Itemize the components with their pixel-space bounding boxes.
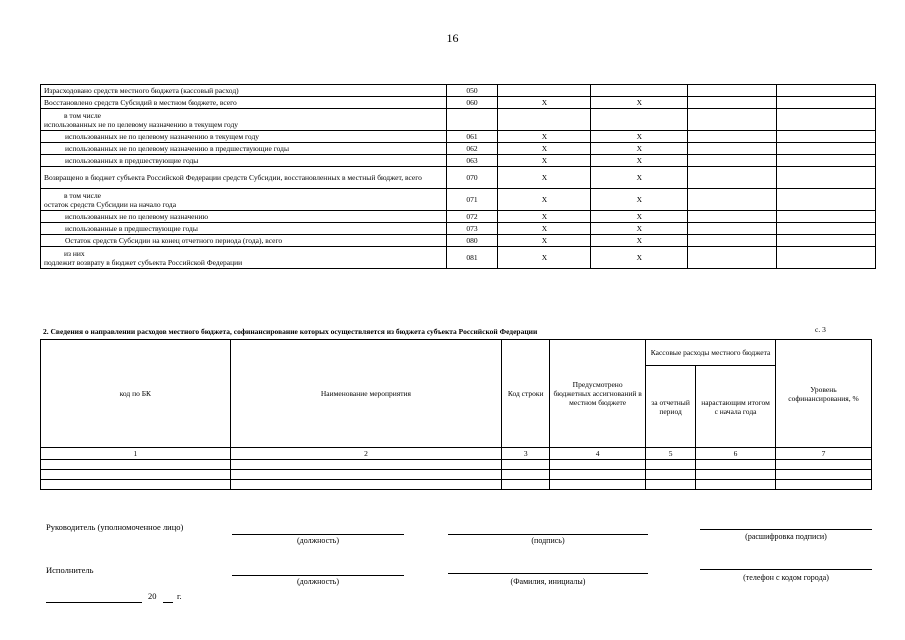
cell-empty: [777, 85, 876, 97]
row-label-text: Возвращено в бюджет субъекта Российской Федерации средств Субсидии, восстановленных в местный бюджет, всего: [44, 173, 422, 182]
date-year-suffix: г.: [177, 591, 182, 601]
cell-c2: X: [591, 97, 688, 109]
cell-empty: [688, 143, 777, 155]
caption-decoding: (расшифровка подписи): [745, 532, 827, 541]
caption-position-1: (должность): [297, 536, 339, 545]
cell-code: 073: [446, 223, 498, 235]
row-label-text: использованных в предшествующие годы: [65, 156, 199, 165]
table-row: [41, 131, 876, 143]
cell-c1: X: [498, 189, 591, 211]
table-row: [41, 97, 876, 109]
cell-code: 081: [446, 247, 498, 269]
header-planned: Предусмотрено бюджетных ассигнований в местном бюджете: [550, 340, 646, 448]
row-label: [41, 167, 447, 189]
subsidy-table: [40, 84, 876, 269]
cell-code: 060: [446, 97, 498, 109]
row-label: [41, 211, 447, 223]
row-label-text: остаток средств Субсидии на начало года: [44, 199, 177, 209]
cell-empty: [777, 109, 876, 131]
head-label: Руководитель (уполномоченное лицо): [46, 522, 184, 532]
column-number: 3: [502, 448, 550, 460]
row-label-text: использованные в предшествующие годы: [65, 224, 198, 233]
cell-c2: X: [591, 189, 688, 211]
table-row: [41, 109, 876, 131]
cell-code: [446, 109, 498, 131]
row-label-text: подлежит возврату в бюджет субъекта Российской Федерации: [44, 257, 243, 267]
cell-c1: X: [498, 155, 591, 167]
cell-c1: X: [498, 143, 591, 155]
header-name: Наименование мероприятия: [230, 340, 502, 448]
table-row: [41, 143, 876, 155]
column-number: 7: [776, 448, 872, 460]
cell-c2: X: [591, 155, 688, 167]
cell-code: 072: [446, 211, 498, 223]
row-label-text: Восстановлено средств Субсидий в местном бюджете, всего: [44, 98, 237, 107]
cell-empty: [777, 211, 876, 223]
cell-c1: X: [498, 97, 591, 109]
cell-c2: X: [591, 211, 688, 223]
cell-empty: [777, 143, 876, 155]
cell-empty: [777, 247, 876, 269]
table-row: [41, 247, 876, 269]
cell-code: 062: [446, 143, 498, 155]
row-label-text: Остаток средств Субсидии на конец отчетного периода (года), всего: [65, 236, 283, 245]
cell-empty: [777, 155, 876, 167]
cell-empty: [777, 97, 876, 109]
row-label: [41, 247, 447, 269]
cell-empty: [688, 131, 777, 143]
table-row: [41, 223, 876, 235]
cell-code: 080: [446, 235, 498, 247]
row-label: [41, 235, 447, 247]
row-label: [41, 131, 447, 143]
cell-empty: [688, 155, 777, 167]
cell-empty: [777, 223, 876, 235]
cell-code: 071: [446, 189, 498, 211]
cell-code: 070: [446, 167, 498, 189]
row-label-text: использованных не по целевому назначению в предшествующие годы: [65, 144, 290, 153]
cell-c2: X: [591, 247, 688, 269]
cell-c1: X: [498, 211, 591, 223]
cell-c1: X: [498, 235, 591, 247]
row-label: [41, 97, 447, 109]
cell-c1: X: [498, 223, 591, 235]
row-label: [41, 223, 447, 235]
column-number: 4: [550, 448, 646, 460]
cell-code: 063: [446, 155, 498, 167]
row-label: [41, 109, 447, 131]
column-number: 2: [230, 448, 502, 460]
row-label: [41, 143, 447, 155]
cell-c2: X: [591, 143, 688, 155]
table-row: [41, 189, 876, 211]
header-cash-group: Кассовые расходы местного бюджета: [646, 340, 776, 366]
header-period: за отчетный период: [646, 366, 696, 448]
cell-empty: [688, 235, 777, 247]
header-cumulative: нарастающим итогом с начала года: [696, 366, 776, 448]
cell-empty: [688, 109, 777, 131]
cell-c2: X: [591, 235, 688, 247]
cell-empty: [777, 167, 876, 189]
cell-empty: [688, 85, 777, 97]
row-label-top: из них: [64, 248, 85, 258]
cell-c1: [498, 85, 591, 97]
cell-empty: [688, 97, 777, 109]
cell-c2: [591, 85, 688, 97]
header-kbk: код по БК: [41, 340, 231, 448]
column-number: 6: [696, 448, 776, 460]
column-number: 1: [41, 448, 231, 460]
section2-page-ref: с. 3: [815, 325, 826, 334]
executor-label: Исполнитель: [46, 565, 94, 575]
header-level: Уровень софинансирования, %: [776, 340, 872, 448]
cell-c2: [591, 109, 688, 131]
caption-phone: (телефон с кодом города): [743, 573, 829, 582]
cell-c2: X: [591, 223, 688, 235]
table-row: [41, 235, 876, 247]
row-label-top: в том числе: [64, 190, 102, 200]
header-code: Код строки: [502, 340, 550, 448]
column-number: 5: [646, 448, 696, 460]
cell-empty: [688, 189, 777, 211]
cell-c2: X: [591, 131, 688, 143]
cell-code: 061: [446, 131, 498, 143]
page-number: 16: [446, 31, 459, 45]
row-label: [41, 189, 447, 211]
row-label: [41, 155, 447, 167]
caption-position-2: (должность): [297, 577, 339, 586]
cell-empty: [777, 235, 876, 247]
cell-empty: [688, 223, 777, 235]
cell-empty: [688, 167, 777, 189]
section2-title: 2. Сведения о направлении расходов местного бюджета, софинансирование которых осуществляется из бюджета субъекта Российской Федерации: [43, 327, 538, 336]
cell-code: 050: [446, 85, 498, 97]
cell-c1: [498, 109, 591, 131]
cell-c1: X: [498, 247, 591, 269]
row-label-text: Израсходовано средств местного бюджета (кассовый расход): [44, 86, 239, 95]
cell-c1: X: [498, 167, 591, 189]
row-label-text: использованных не по целевому назначению в текущем году: [44, 119, 239, 129]
row-label-text: использованных не по целевому назначению: [65, 212, 209, 221]
cell-empty: [777, 131, 876, 143]
expenses-table: [40, 339, 872, 490]
table-row: [41, 167, 876, 189]
cell-empty: [688, 247, 777, 269]
table-row: [41, 155, 876, 167]
table-row: [41, 85, 876, 97]
row-label-top: в том числе: [64, 110, 102, 120]
cell-empty: [777, 189, 876, 211]
table-row: [41, 211, 876, 223]
row-label-text: использованных не по целевому назначению в текущем году: [65, 132, 260, 141]
caption-signature: (подпись): [531, 536, 565, 545]
caption-fio: (Фамилия, инициалы): [510, 577, 586, 586]
cell-empty: [688, 211, 777, 223]
date-year: 20: [148, 591, 157, 601]
cell-c1: X: [498, 131, 591, 143]
cell-c2: X: [591, 167, 688, 189]
row-label: [41, 85, 447, 97]
